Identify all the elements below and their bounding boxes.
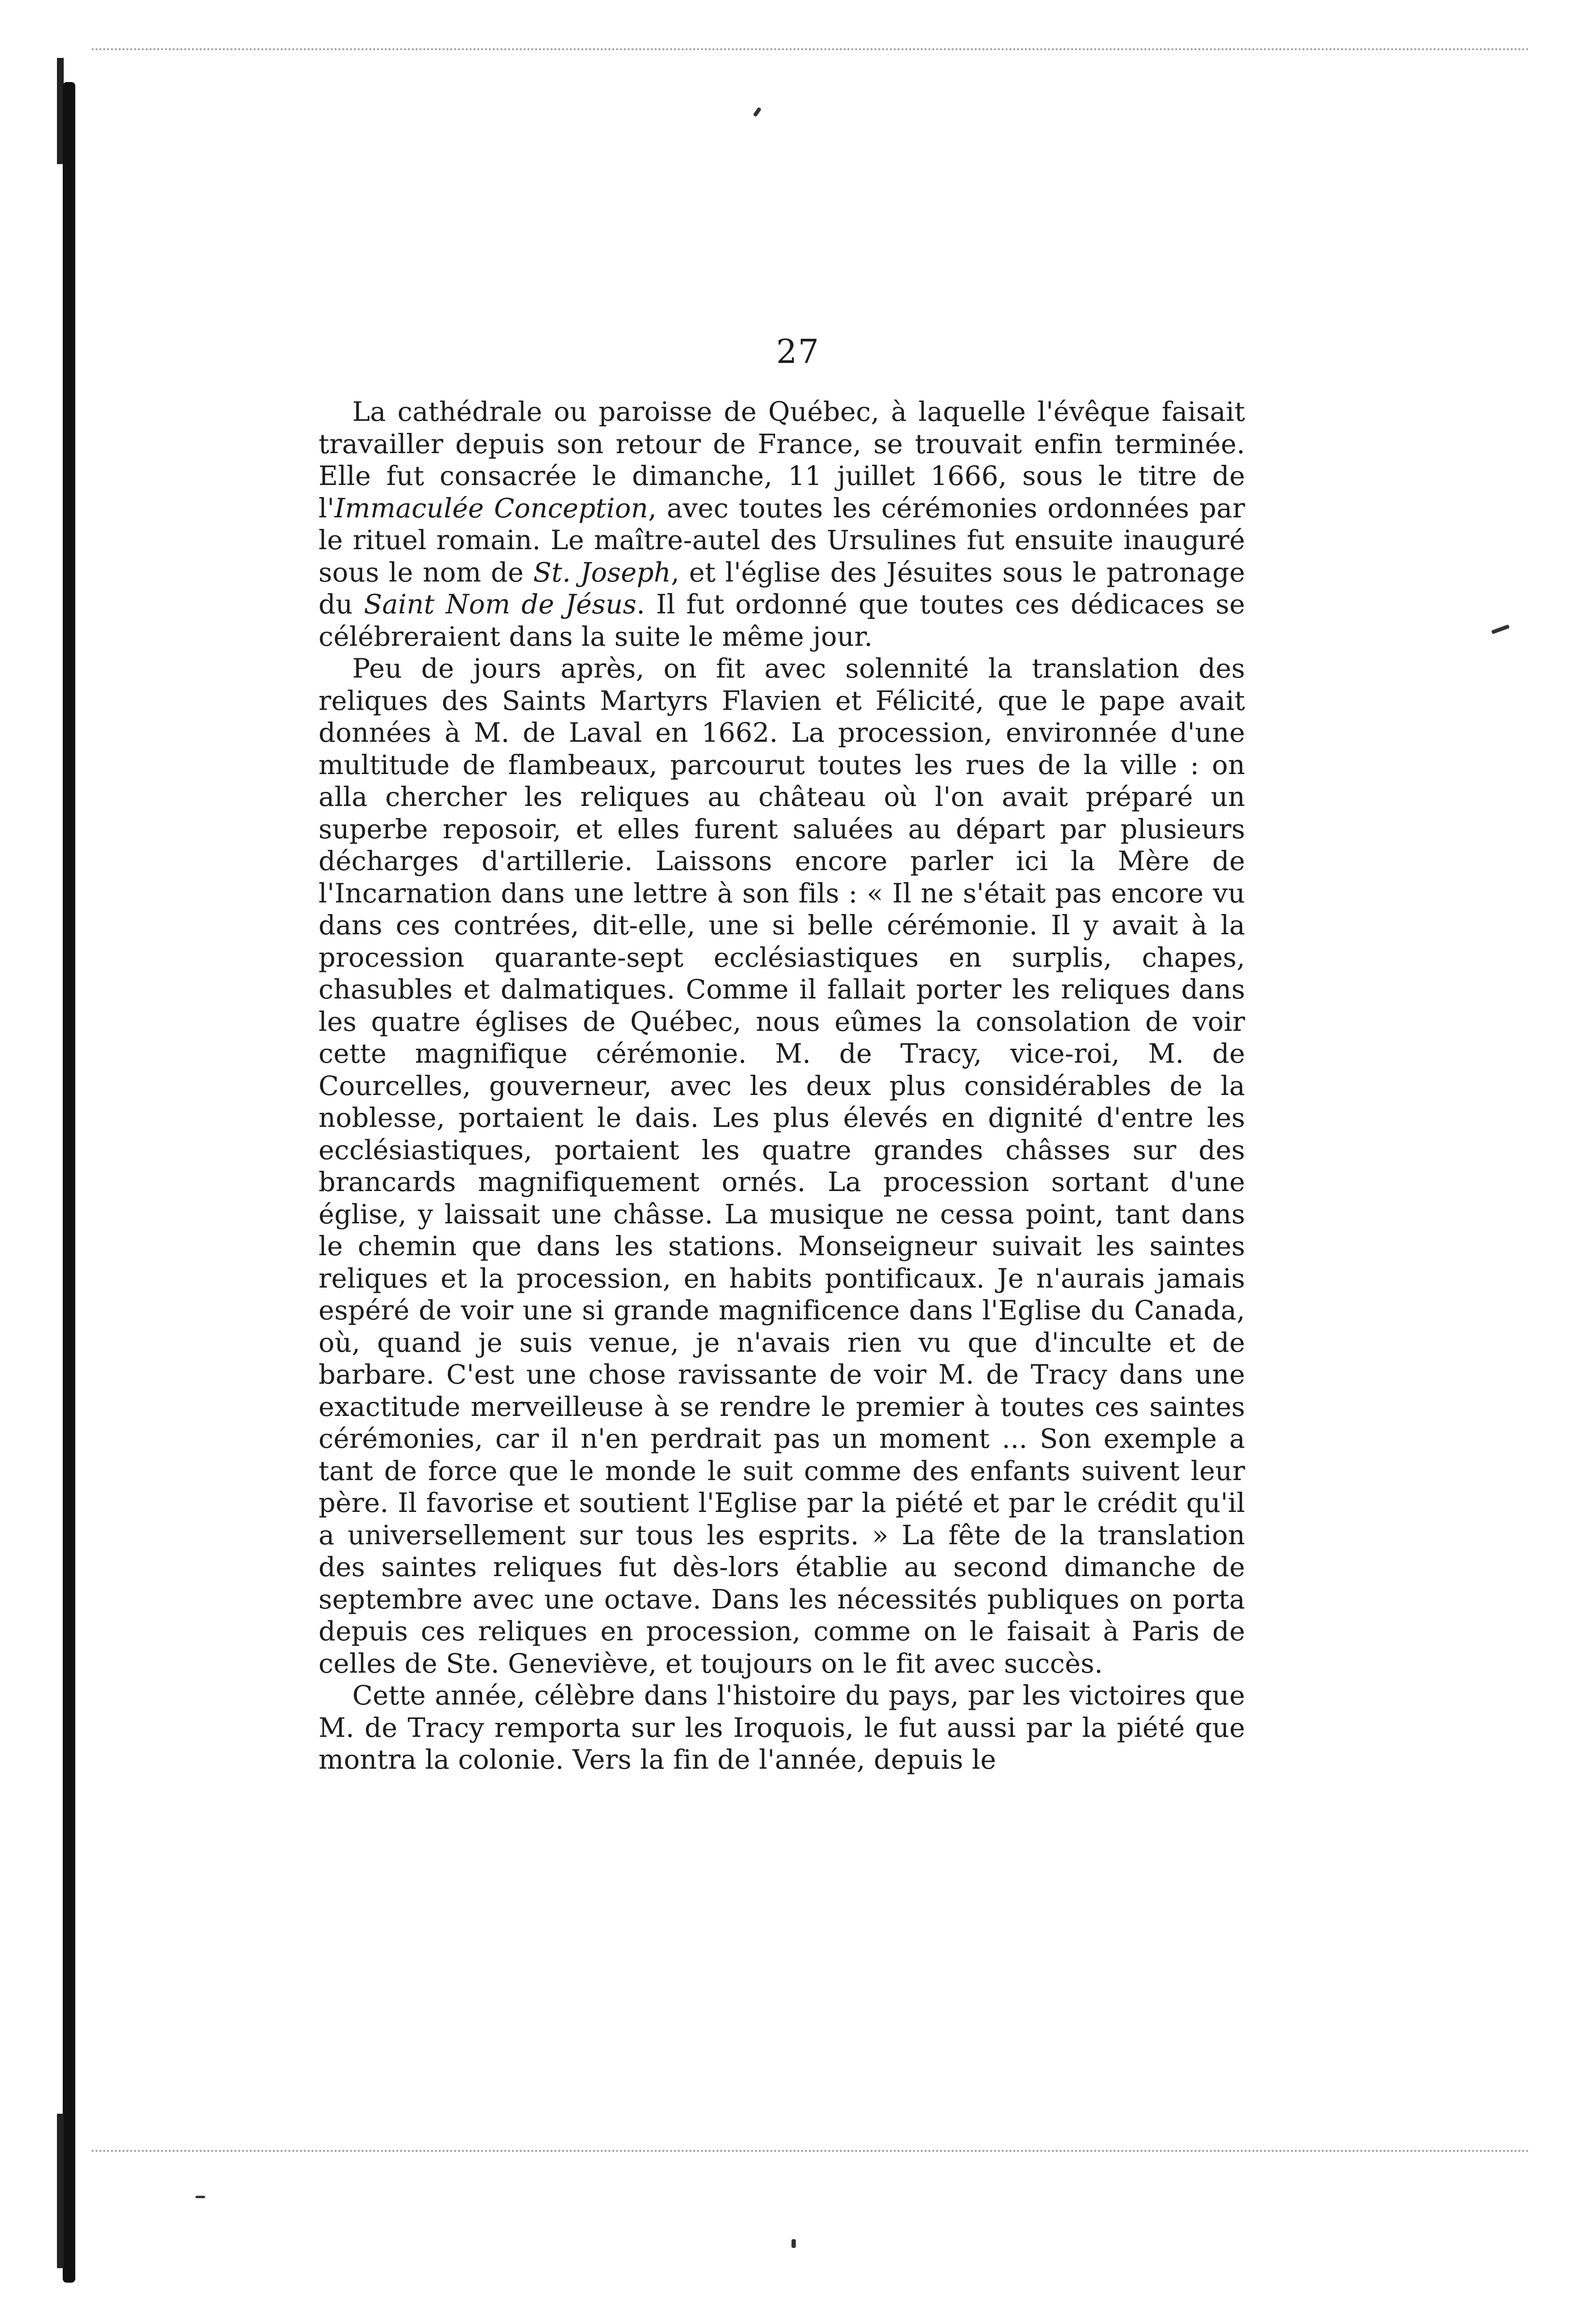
scan-speck (195, 2196, 205, 2198)
scan-binding-edge (63, 82, 75, 2283)
italic-segment: St. Joseph (533, 556, 671, 588)
paragraph (319, 1679, 1245, 1776)
scan-speck (791, 2239, 796, 2248)
italic-segment: Immaculée Conception (334, 492, 649, 524)
body-text (319, 396, 1245, 1776)
text-segment: , avec toutes les cérémonies ordonnées par le rituel romain. Le maître-autel des Ursulines fut ensuite inauguré sous le nom de (319, 492, 1245, 588)
text-segment: La cathédrale ou paroisse de Québec, à laquelle l'évêque faisait travailler depuis son retour de France, se trouvait enfin terminée. Elle fut consacrée le dimanche, 11 juillet 1666, sous le titre de l' (319, 396, 1245, 524)
text-segment: , et l'église des Jésuites sous le patronage du (319, 556, 1245, 620)
scan-speck (753, 107, 762, 117)
page-number: 27 (776, 333, 820, 371)
scan-speck (1491, 624, 1510, 635)
paragraph (319, 652, 1245, 1679)
italic-segment: Saint Nom de Jésus (363, 589, 637, 620)
text-segment: Cette année, célèbre dans l'histoire du pays, par les victoires que M. de Tracy remporta sur les Iroquois, le fut aussi par la piété que montra la colonie. Vers la fin de l'année, depuis le (319, 1680, 1245, 1775)
paragraph (319, 396, 1245, 652)
text-segment: . Il fut ordonné que toutes ces dédicaces se célébreraient dans la suite le même jour. (319, 589, 1246, 652)
scan-bottom-border (92, 2150, 1530, 2152)
scan-top-border (92, 48, 1530, 50)
text-segment: Peu de jours après, on fit avec solennité la translation des reliques des Saints Martyrs Flavien et Félicité, que le pape avait données à M. de Laval en 1662. La procession, environnée d'une multitude de flambeaux, parcourut toutes les rues de la ville : on alla chercher les reliques au château où l'on avait préparé un superbe reposoir, et elles furent saluées au départ par plusieurs décharges d'artillerie. Laissons encore parler ici la Mère de l'Incarnation dans une lettre à son fils : « Il ne s'était pas encore vu dans ces contrées, dit-elle, une si belle cérémonie. Il y avait à la procession quarante-sept ecclésiastiques en surplis, chapes, chasubles et dalmatiques. Comme il fallait porter les reliques dans les quatre églises de Québec, nous eûmes la consolation de voir cette magnifique cérémonie. M. de Tracy, vice-roi, M. de Courcelles, gouverneur, avec les deux plus considérables de la noblesse, portaient le dais. Les plus élevés en dignité d'entre les ecclésiastiques, portaient les quatre grandes châsses sur des brancards magnifiquement ornés. La procession sortant d'une église, y laissait une châsse. La musique ne cessa point, tant dans le chemin que dans les stations. Monseigneur suivait les saintes reliques et la procession, en habits pontificaux. Je n'aurais jamais espéré de voir une si grande magnificence dans l'Eglise du Canada, où, quand je suis venue, je n'avais rien vu que d'inculte et de barbare. C'est une chose ravissante de voir M. de Tracy dans une exactitude merveilleuse à se rendre le premier à toutes ces saintes cérémonies, car il n'en perdrait pas un moment ... Son exemple a tant de force que le monde le suit comme des enfants suivent leur père. Il favorise et soutient l'Eglise par la piété et par le crédit qu'il a universellement sur tous les esprits. » La fête de la translation des saintes reliques fut dès-lors établie au second dimanche de septembre avec une octave. Dans les nécessités publiques on porta depuis ces reliques en procession, comme on le faisait à Paris de celles de Ste. Geneviève, et toujours on le fit avec succès. (319, 653, 1245, 1679)
scan-edge-mark (57, 2114, 64, 2268)
